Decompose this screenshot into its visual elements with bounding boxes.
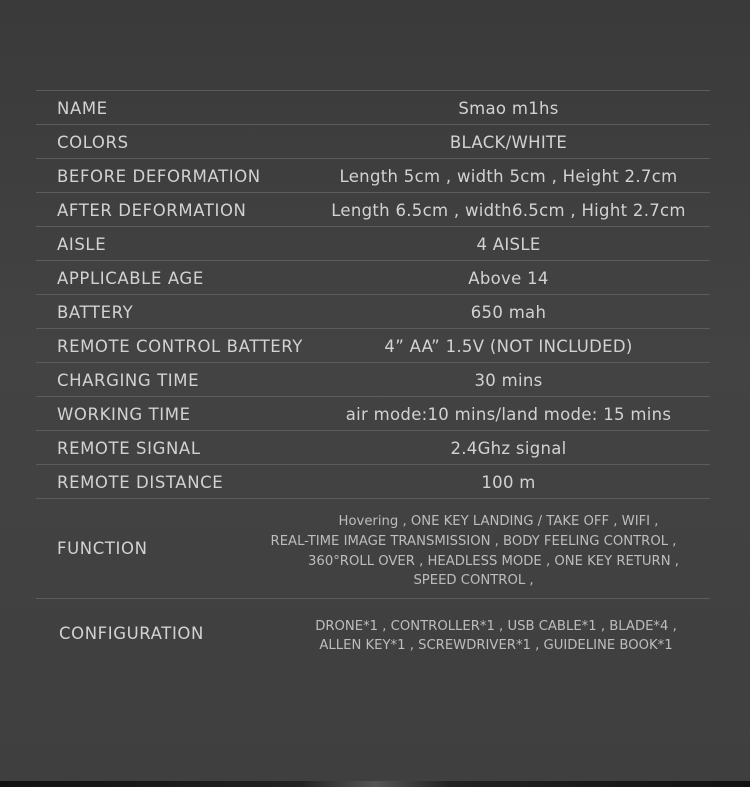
spec-label: BATTERY <box>57 303 134 322</box>
spec-value: 4 AISLE <box>476 235 541 254</box>
configuration-list <box>286 617 706 655</box>
spec-row-after-deformation <box>36 193 710 227</box>
spec-value: 2.4Ghz signal <box>450 439 567 458</box>
spec-row-battery <box>36 295 710 329</box>
spec-value: Above 14 <box>468 269 549 288</box>
spec-value: BLACK/WHITE <box>449 133 568 152</box>
spec-value: 4” AA” 1.5V (NOT INCLUDED) <box>384 337 633 356</box>
spec-row-remote-distance <box>36 465 710 499</box>
spec-row-configuration <box>36 599 710 669</box>
spec-row-applicable-age <box>36 261 710 295</box>
function-line: SPEED CONTROL , <box>413 573 534 588</box>
spec-label: NAME <box>57 99 108 118</box>
spec-row-function <box>36 499 710 599</box>
bottom-edge-strip <box>0 781 750 787</box>
function-line: REAL-TIME IMAGE TRANSMISSION , BODY FEELING CONTROL , <box>270 534 677 549</box>
spec-row-remote-control-battery <box>36 329 710 363</box>
function-line: Hovering , ONE KEY LANDING / TAKE OFF , WIFI , <box>338 514 659 529</box>
spec-row-charging-time <box>36 363 710 397</box>
spec-value: Length 5cm , width 5cm , Height 2.7cm <box>339 167 678 186</box>
spec-value: Length 6.5cm , width6.5cm , Hight 2.7cm <box>331 201 686 220</box>
spec-label: REMOTE SIGNAL <box>57 439 201 458</box>
spec-value: 30 mins <box>474 371 543 390</box>
spec-row-aisle <box>36 227 710 261</box>
spec-value: air mode:10 mins/land mode: 15 mins <box>345 405 672 424</box>
spec-label: REMOTE DISTANCE <box>57 473 224 492</box>
spec-row-working-time <box>36 397 710 431</box>
spec-label: APPLICABLE AGE <box>57 269 204 288</box>
configuration-line: ALLEN KEY*1 , SCREWDRIVER*1 , GUIDELINE BOOK*1 <box>319 638 673 653</box>
spec-label: COLORS <box>57 133 129 152</box>
spec-row-remote-signal <box>36 431 710 465</box>
configuration-label: CONFIGURATION <box>59 624 204 643</box>
function-label: FUNCTION <box>57 539 148 558</box>
spec-label: CHARGING TIME <box>57 371 200 390</box>
spec-value: 650 mah <box>470 303 547 322</box>
spec-label: WORKING TIME <box>57 405 191 424</box>
spec-label: AISLE <box>57 235 107 254</box>
configuration-line: DRONE*1 , CONTROLLER*1 , USB CABLE*1 , BLADE*4 , <box>315 619 677 634</box>
spec-label: BEFORE DEFORMATION <box>57 167 261 186</box>
spec-table <box>36 90 710 669</box>
spec-row-before-deformation <box>36 159 710 193</box>
spec-value: Smao m1hs <box>458 99 559 118</box>
function-list <box>236 512 711 590</box>
spec-label: AFTER DEFORMATION <box>57 201 247 220</box>
spec-row-name <box>36 91 710 125</box>
function-line: 360°ROLL OVER , HEADLESS MODE , ONE KEY RETURN , <box>308 554 679 569</box>
spec-label: REMOTE CONTROL BATTERY <box>57 337 303 356</box>
spec-row-colors <box>36 125 710 159</box>
spec-value: 100 m <box>481 473 536 492</box>
